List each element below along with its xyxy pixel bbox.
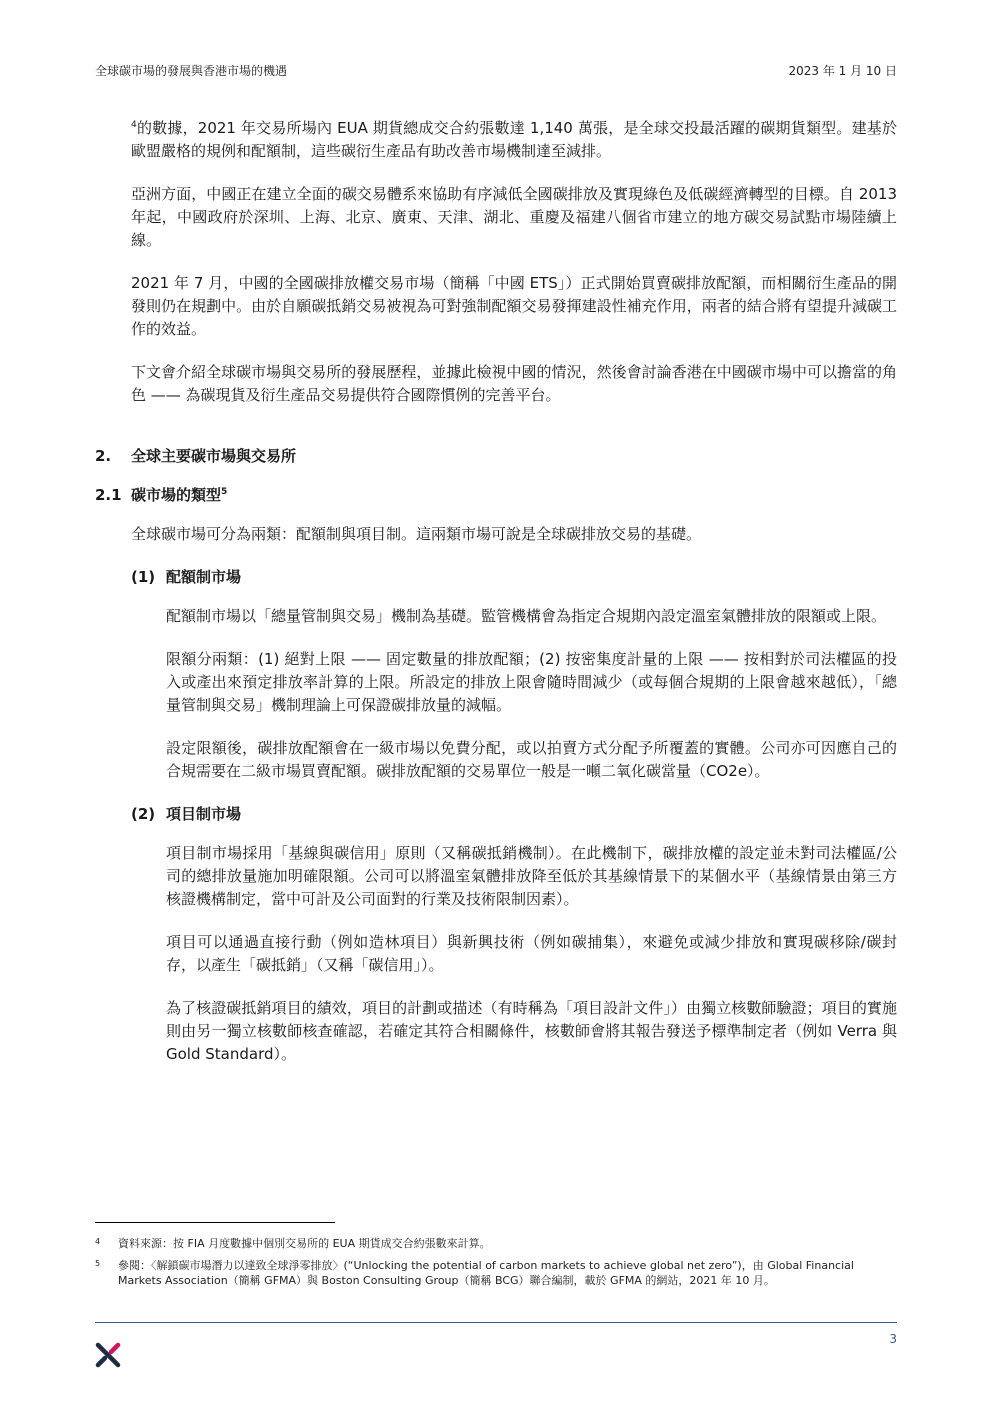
subsection-1-para: 限額分兩類：(1) 絕對上限 —— 固定數量的排放配額；(2) 按密集度計量的上限 —— 按相對於司法權區的投入或產出來預定排放率計算的上限。所設定的排放上限會隨時間減少（或每個合規期的上限會越來越低），「總量管制與交易」機制理論上可保證碳排放量的減幅。 xyxy=(166,650,897,714)
footnote-ref-5[interactable]: 5 xyxy=(221,487,228,497)
hkex-x-logo-icon xyxy=(95,1342,121,1368)
subsection-1-para: 設定限額後，碳排放配額會在一級市場以免費分配，或以拍賣方式分配予所覆蓋的實體。公司亦可因應自己的合規需要在二級市場買賣配額。碳排放配額的交易單位一般是一噸二氧化碳當量（CO2e）。 xyxy=(166,739,897,780)
paragraph-3: 2021 年 7 月，中國的全國碳排放權交易市場（簡稱「中國 ETS」）正式開始買賣碳排放配額，而相關衍生產品的開發則仍在規劃中。由於自願碳抵銷交易被視為可對強制配額交易發揮建設性補充作用，兩者的結合將有望提升減碳工作的效益。 xyxy=(131,274,897,338)
footnote-ref-4[interactable]: 4 xyxy=(131,120,137,130)
section-2-heading: 2. 全球主要碳市場與交易所 xyxy=(95,447,297,465)
paragraph-4: 下文會介紹全球碳市場與交易所的發展歷程，並據此檢視中國的情況，然後會討論香港在中國碳市場中可以擔當的角色 —— 為碳現貨及衍生產品交易提供符合國際慣例的完善平台。 xyxy=(131,363,897,404)
paragraph-2: 亞洲方面，中國正在建立全面的碳交易體系來協助有序減低全國碳排放及實現綠色及低碳經濟轉型的目標。自 2013 年起，中國政府於深圳、上海、北京、廣東、天津、湖北、重慶及福建八個省市建立的地方碳交易試點市場陸續上線。 xyxy=(131,185,897,249)
footnote-5: 5 參閱：〈解鎖碳市場潛力以達致全球淨零排放〉(“Unlocking the potential of carbon markets to achieve global net zero”)，由 Global Financial Markets Association（簡稱 GFMA）與 Boston Consulting Group（簡稱 BCG）聯合編制，載於 GFMA 的網站，2021 年 10 月。 xyxy=(95,1259,854,1287)
page-header xyxy=(95,62,897,80)
header-title: 全球碳市場的發展與香港市場的機遇 xyxy=(95,64,288,78)
main-content xyxy=(95,117,897,1086)
subsection-2-para: 項目可以通過直接行動（例如造林項目）與新興技術（例如碳捕集），來避免或減少排放和實現碳移除/碳封存，以產生「碳抵銷」（又稱「碳信用」）。 xyxy=(166,933,897,974)
subsection-2-heading: (2) 項目制市場 xyxy=(131,805,242,823)
section-2-1-intro: 全球碳市場可分為兩類：配額制與項目制。這兩類市場可說是全球碳排放交易的基礎。 xyxy=(131,525,702,543)
subsection-2-para: 項目制市場採用「基線與碳信用」原則（又稱碳抵銷機制）。在此機制下，碳排放權的設定並未對司法權區/公司的總排放量施加明確限額。公司可以將溫室氣體排放降至低於其基線情景下的某個水平（基線情景由第三方核證機構制定，當中可計及公司面對的行業及技術限制因素）。 xyxy=(166,844,897,908)
subsection-1-heading: (1) 配額制市場 xyxy=(131,568,242,586)
footnotes xyxy=(95,1236,897,1295)
subsection-1-para: 配額制市場以「總量管制與交易」機制為基礎。監管機構會為指定合規期內設定溫室氣體排放的限額或上限。 xyxy=(166,607,887,625)
paragraph-1: $^4$的數據，2021 年交易所場內 EUA 期貨總成交合約張數達 1,140 萬張，是全球交投最活躍的碳期貨類型。建基於歐盟嚴格的規例和配額制，這些碳衍生產品有助改善市場機制達至減排。 xyxy=(131,119,897,160)
section-2-1-heading: 2.1 碳市場的類型$^5$ xyxy=(95,486,228,504)
page-number: 3 xyxy=(889,1332,897,1346)
footer-divider xyxy=(95,1322,897,1323)
header-date: 2023 年 1 月 10 日 xyxy=(788,64,897,78)
footnote-divider xyxy=(95,1222,335,1223)
footnote-4: 4 資料來源：按 FIA 月度數據中個別交易所的 EUA 期貨成交合約張數來計算。 xyxy=(95,1237,491,1250)
subsection-2-para: 為了核證碳抵銷項目的績效，項目的計劃或描述（有時稱為「項目設計文件」）由獨立核數師驗證；項目的實施則由另一獨立核數師核查確認，若確定其符合相關條件，核數師會將其報告發送予標準制定者（例如 Verra 與 Gold Standard）。 xyxy=(166,999,897,1063)
